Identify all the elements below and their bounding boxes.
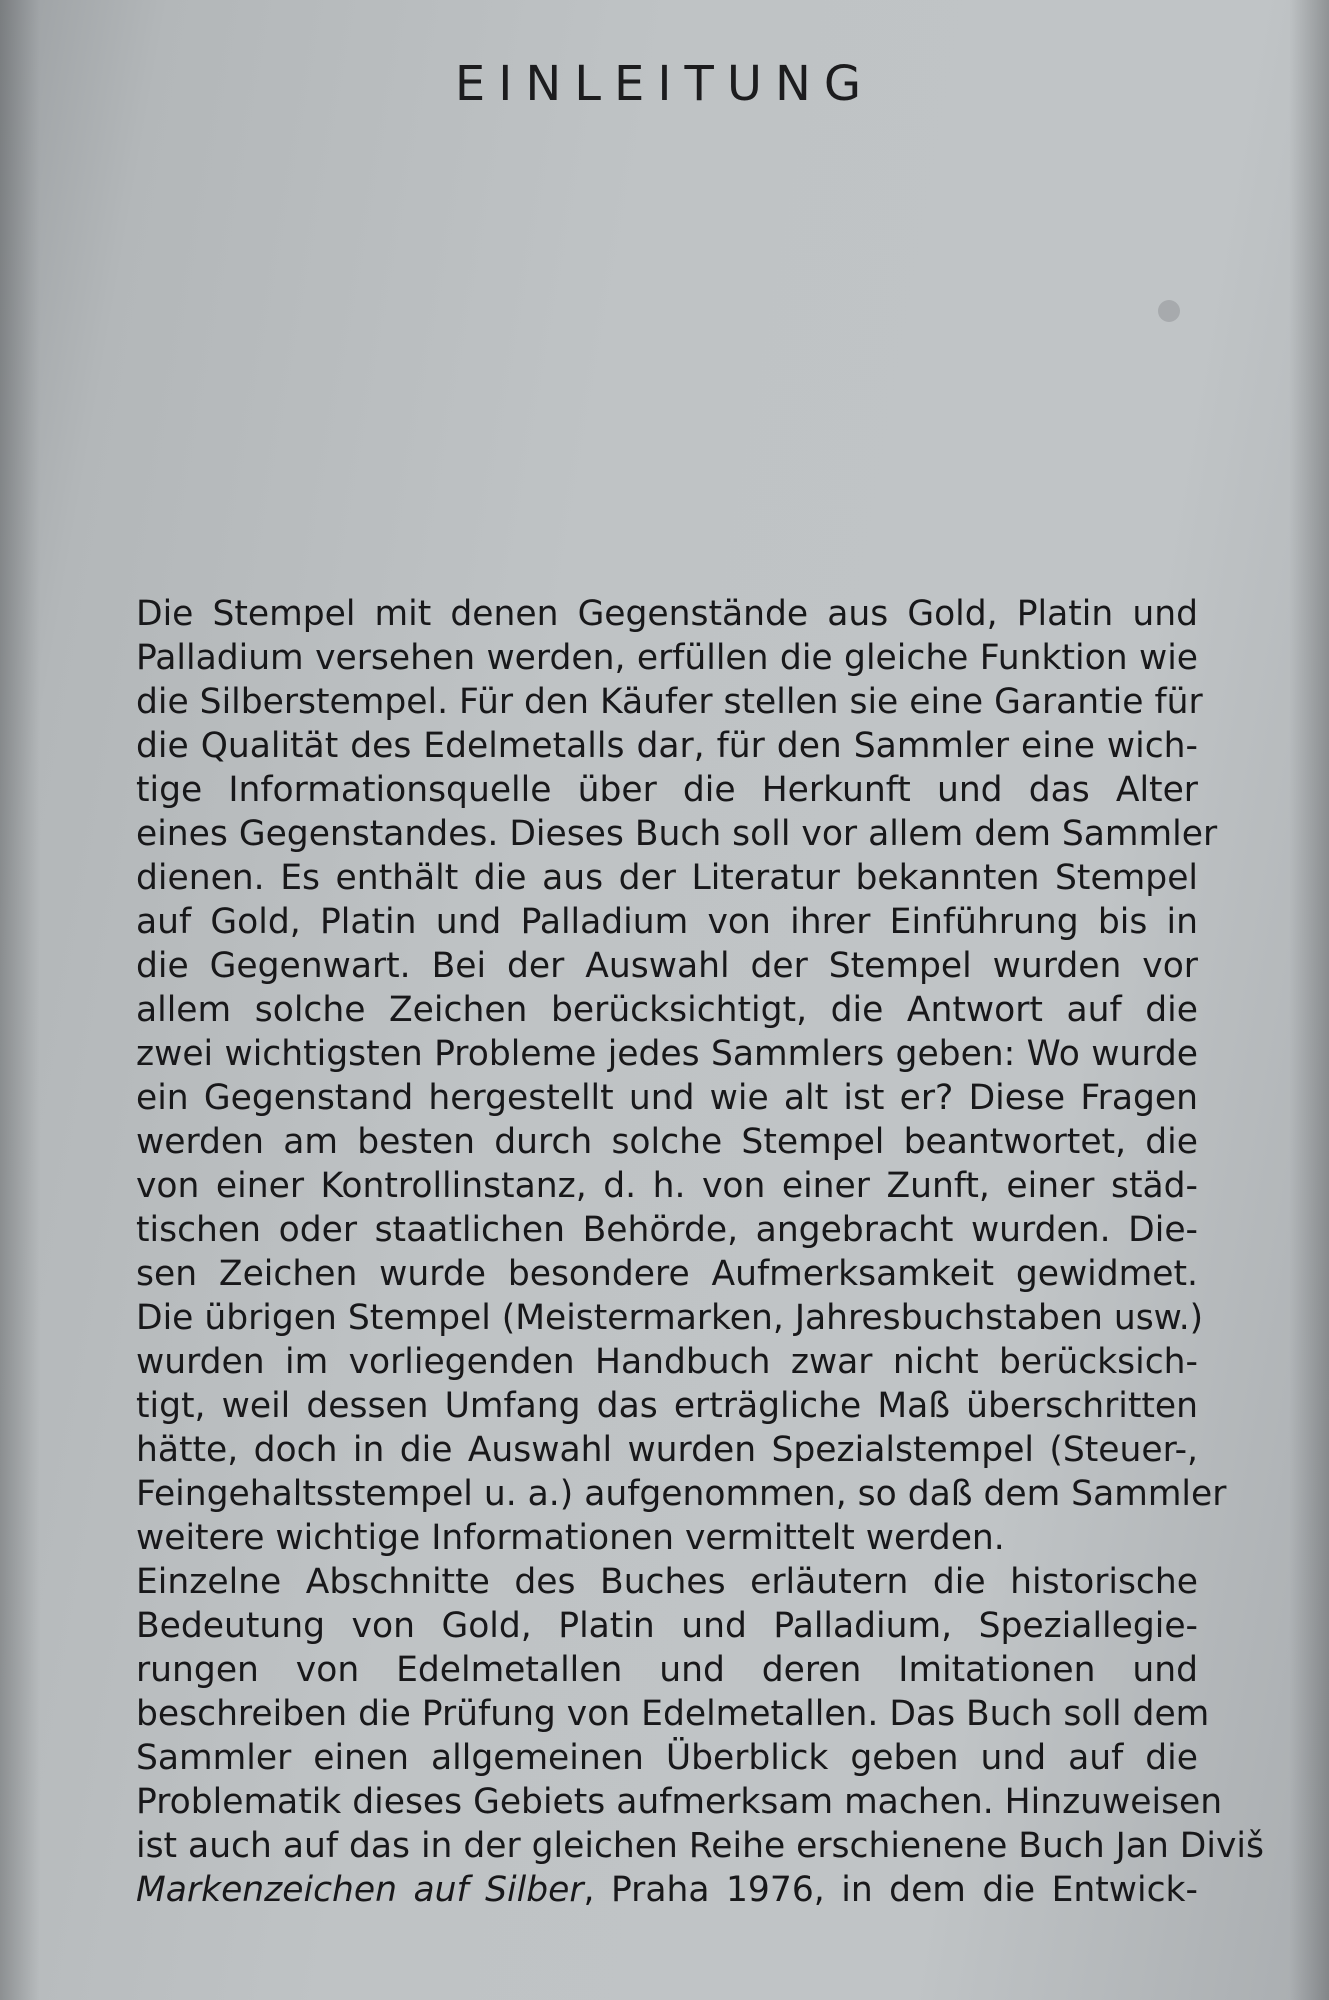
text-line: tischen oder staatlichen Behörde, angebracht wurden. Die- — [136, 1210, 1198, 1250]
text-line: tigt, weil dessen Umfang das erträgliche Maß überschritten — [136, 1386, 1198, 1426]
text-line: Feingehaltsstempel u. a.) aufgenommen, so daß dem Sammler — [136, 1474, 1227, 1514]
text-line: eines Gegenstandes. Dieses Buch soll vor allem dem Sammler — [136, 814, 1218, 854]
text-line: Bedeutung von Gold, Platin und Palladium, Speziallegie- — [136, 1606, 1198, 1646]
text-line: auf Gold, Platin und Palladium von ihrer Einführung bis in — [136, 902, 1198, 942]
text-line: ist auch auf das in der gleichen Reihe erschienene Buch Jan Diviš — [136, 1826, 1264, 1866]
page-heading: EINLEITUNG — [454, 56, 875, 112]
text-line: werden am besten durch solche Stempel beantwortet, die — [136, 1122, 1198, 1162]
page-shadow-right — [1289, 0, 1329, 2000]
paragraph-1 — [136, 592, 1227, 1560]
text-line-with-book-title — [136, 1868, 1198, 1912]
paragraph-2 — [136, 1560, 1264, 1912]
page-shadow-left — [0, 0, 40, 2000]
text-line: Einzelne Abschnitte des Buches erläutern die historische — [136, 1562, 1198, 1602]
text-line: sen Zeichen wurde besondere Aufmerksamkeit gewidmet. — [136, 1254, 1198, 1294]
book-title: Markenzeichen auf Silber — [136, 1870, 584, 1910]
body-text — [136, 592, 1264, 1912]
text-line: von einer Kontrollinstanz, d. h. von einer Zunft, einer städ- — [136, 1166, 1198, 1206]
text-line: Die Stempel mit denen Gegenstände aus Gold, Platin und — [136, 594, 1198, 634]
text-line: die Qualität des Edelmetalls dar, für den Sammler eine wich- — [136, 726, 1198, 766]
text-line: Palladium versehen werden, erfüllen die gleiche Funktion wie — [136, 638, 1198, 678]
paper-spot — [1158, 300, 1180, 322]
text-line: dienen. Es enthält die aus der Literatur bekannten Stempel — [136, 858, 1198, 898]
text-line: die Gegenwart. Bei der Auswahl der Stempel wurden vor — [136, 946, 1198, 986]
text-line: Sammler einen allgemeinen Überblick geben und auf die — [136, 1738, 1198, 1778]
text-line: weitere wichtige Informationen vermittelt werden. — [136, 1518, 1005, 1558]
text-line: Problematik dieses Gebiets aufmerksam machen. Hinzuweisen — [136, 1782, 1223, 1822]
text-line: zwei wichtigsten Probleme jedes Sammlers geben: Wo wurde — [136, 1034, 1198, 1074]
text-line: wurden im vorliegenden Handbuch zwar nicht berücksich- — [136, 1342, 1198, 1382]
text-line: allem solche Zeichen berücksichtigt, die Antwort auf die — [136, 990, 1198, 1030]
text-line: ein Gegenstand hergestellt und wie alt ist er? Diese Fragen — [136, 1078, 1198, 1118]
text-fragment: , Praha 1976, in dem die Entwick- — [583, 1870, 1198, 1910]
text-line: hätte, doch in die Auswahl wurden Spezialstempel (Steuer-, — [136, 1430, 1198, 1470]
text-line: rungen von Edelmetallen und deren Imitationen und — [136, 1650, 1198, 1690]
text-line: tige Informationsquelle über die Herkunft und das Alter — [136, 770, 1198, 810]
text-line: die Silberstempel. Für den Käufer stellen sie eine Garantie für — [136, 682, 1203, 722]
text-line: beschreiben die Prüfung von Edelmetallen. Das Buch soll dem — [136, 1694, 1210, 1734]
text-line: Die übrigen Stempel (Meistermarken, Jahresbuchstaben usw.) — [136, 1298, 1204, 1338]
